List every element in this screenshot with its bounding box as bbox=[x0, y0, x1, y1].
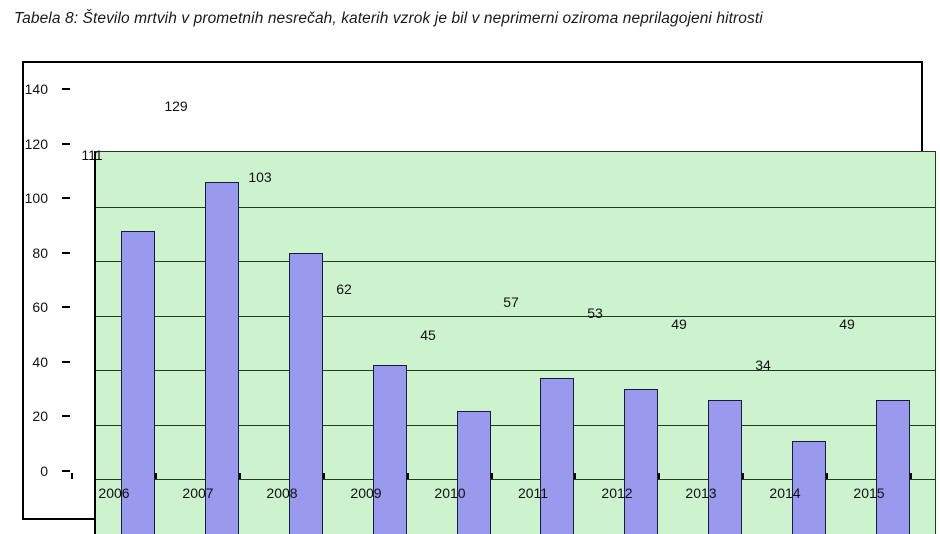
bar-value-label: 57 bbox=[503, 294, 519, 310]
y-tick-label: 100 bbox=[24, 190, 48, 206]
x-year-label: 2014 bbox=[769, 485, 801, 501]
x-year-label: 2010 bbox=[434, 485, 466, 501]
x-year-label: 2013 bbox=[685, 485, 717, 501]
bar-value-label: 103 bbox=[248, 169, 272, 185]
y-tick-label: 80 bbox=[32, 245, 48, 261]
x-axis-tick bbox=[574, 473, 576, 479]
bar-2011 bbox=[540, 378, 574, 534]
bar-value-label: 49 bbox=[671, 316, 687, 332]
y-tick-label: 20 bbox=[32, 408, 48, 424]
bar-2012 bbox=[624, 389, 658, 534]
y-axis-tick bbox=[62, 361, 70, 363]
bar-2009 bbox=[373, 365, 407, 534]
y-axis-tick bbox=[62, 88, 70, 90]
x-year-label: 2007 bbox=[182, 485, 214, 501]
x-axis-tick bbox=[826, 473, 828, 479]
chart-title: Tabela 8: Število mrtvih v prometnih nesrečah, katerih vzrok je bil v neprimerni oziroma neprilagojeni hitrosti bbox=[14, 10, 763, 27]
x-year-label: 2008 bbox=[266, 485, 298, 501]
bar-value-label: 53 bbox=[587, 305, 603, 321]
bar-2007 bbox=[205, 182, 239, 534]
x-year-label: 2009 bbox=[350, 485, 382, 501]
y-tick-label: 40 bbox=[32, 354, 48, 370]
x-axis-tick bbox=[407, 473, 409, 479]
bar-value-label: 49 bbox=[839, 316, 855, 332]
x-axis-tick bbox=[742, 473, 744, 479]
bar-value-label: 62 bbox=[336, 281, 352, 297]
bar-2015 bbox=[876, 400, 910, 534]
y-tick-label: 140 bbox=[24, 81, 48, 97]
y-axis-tick bbox=[62, 306, 70, 308]
y-tick-label: 120 bbox=[24, 136, 48, 152]
y-axis-tick bbox=[62, 470, 70, 472]
bar-value-label: 129 bbox=[164, 98, 188, 114]
x-axis-tick bbox=[239, 473, 241, 479]
x-year-label: 2015 bbox=[853, 485, 885, 501]
y-axis-tick bbox=[62, 252, 70, 254]
x-year-label: 2006 bbox=[98, 485, 130, 501]
plot-area bbox=[94, 151, 936, 534]
bar-2010 bbox=[457, 411, 491, 534]
x-year-label: 2011 bbox=[517, 485, 549, 501]
x-axis-tick bbox=[155, 473, 157, 479]
y-axis-tick bbox=[62, 197, 70, 199]
bar-value-label: 111 bbox=[81, 147, 103, 163]
bar-2013 bbox=[708, 400, 742, 534]
bar-value-label: 45 bbox=[420, 327, 436, 343]
x-axis-tick bbox=[658, 473, 660, 479]
x-axis-tick bbox=[71, 473, 73, 479]
y-tick-label: 60 bbox=[32, 299, 48, 315]
x-axis-tick bbox=[910, 473, 912, 479]
bar-value-label: 34 bbox=[755, 357, 771, 373]
x-axis-tick bbox=[491, 473, 493, 479]
y-axis-tick bbox=[62, 143, 70, 145]
y-axis-tick bbox=[62, 415, 70, 417]
x-axis-tick bbox=[323, 473, 325, 479]
y-tick-label: 0 bbox=[40, 463, 48, 479]
chart-frame bbox=[22, 61, 923, 520]
x-year-label: 2012 bbox=[601, 485, 633, 501]
